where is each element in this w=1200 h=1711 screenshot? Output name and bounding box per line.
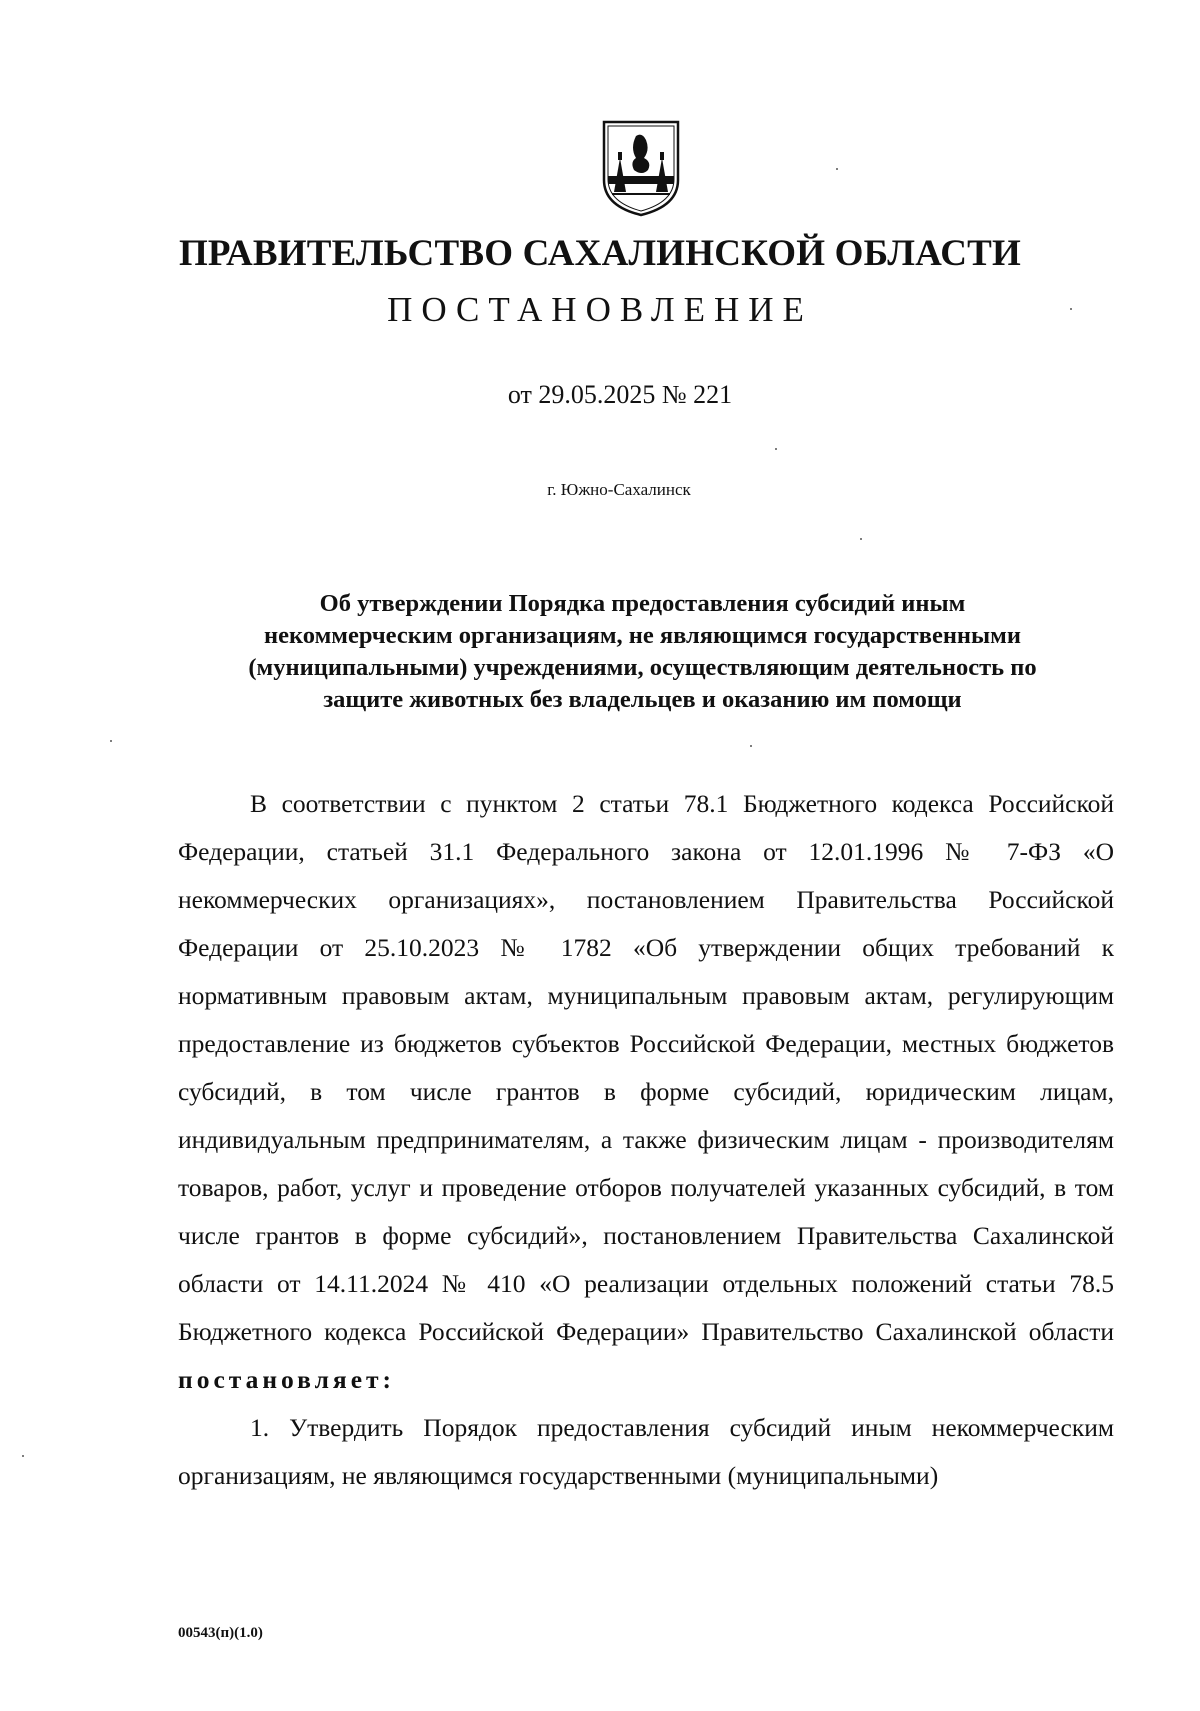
sakhalin-coat-of-arms-icon: [598, 118, 684, 218]
body-paragraph-preamble: [178, 780, 1114, 1404]
subject-line: Об утверждении Порядка предоставления субсидий иным: [319, 590, 966, 617]
document-subject: [175, 588, 1110, 716]
body-paragraph-item-1: 1. Утвердить Порядок предоставления субсидий иным некоммерческим организациям, не являющимся государственными (муниципальными): [178, 1413, 1114, 1490]
scan-speck: [22, 1455, 24, 1457]
subject-line: некоммерческим организациям, не являющимся государственными: [264, 622, 1021, 649]
scan-speck: [110, 740, 112, 742]
resolves-keyword: постановляет:: [178, 1365, 396, 1394]
subject-line: защите животных без владельцев и оказанию им помощи: [323, 686, 962, 713]
scan-speck: [1070, 308, 1072, 310]
preamble-text: В соответствии с пунктом 2 статьи 78.1 Бюджетного кодекса Российской Федерации, статьей 31.1 Федерального закона от 12.01.1996 № 7-ФЗ «О некоммерческих организациях», постановлением Правительства Российской Федерации от 25.10.2023 № 1782 «Об утверждении общих требований к нормативным правовым актам, муниципальным правовым актам, регулирующим предоставление из бюджетов субъектов Российской Федерации, местных бюджетов субсидий, в том числе грантов в форме субсидий, юридическим лицам, индивидуальным предпринимателям, а также физическим лицам - производителям товаров, работ, услуг и проведение отборов получателей указанных субсидий, в том числе грантов в форме субсидий», постановлением Правительства Сахалинской области от 14.11.2024 № 410 «О реализации отдельных положений статьи 78.5 Бюджетного кодекса Российской Федерации» Правительство Сахалинской области: [178, 789, 1114, 1346]
document-code: 00543(п)(1.0): [178, 1625, 263, 1641]
scan-speck: [860, 538, 862, 540]
document-body: [178, 780, 1114, 1500]
document-city: г. Южно-Сахалинск: [547, 480, 691, 499]
document-date-number: от 29.05.2025 № 221: [507, 380, 733, 409]
scan-speck: [775, 448, 777, 450]
subject-line: (муниципальными) учреждениями, осуществляющим деятельность по: [248, 654, 1037, 681]
organization-title: ПРАВИТЕЛЬСТВО САХАЛИНСКОЙ ОБЛАСТИ: [178, 233, 1022, 274]
document-type: ПОСТАНОВЛЕНИЕ: [387, 290, 813, 329]
scan-speck: [750, 745, 752, 747]
scan-speck: [836, 168, 838, 170]
